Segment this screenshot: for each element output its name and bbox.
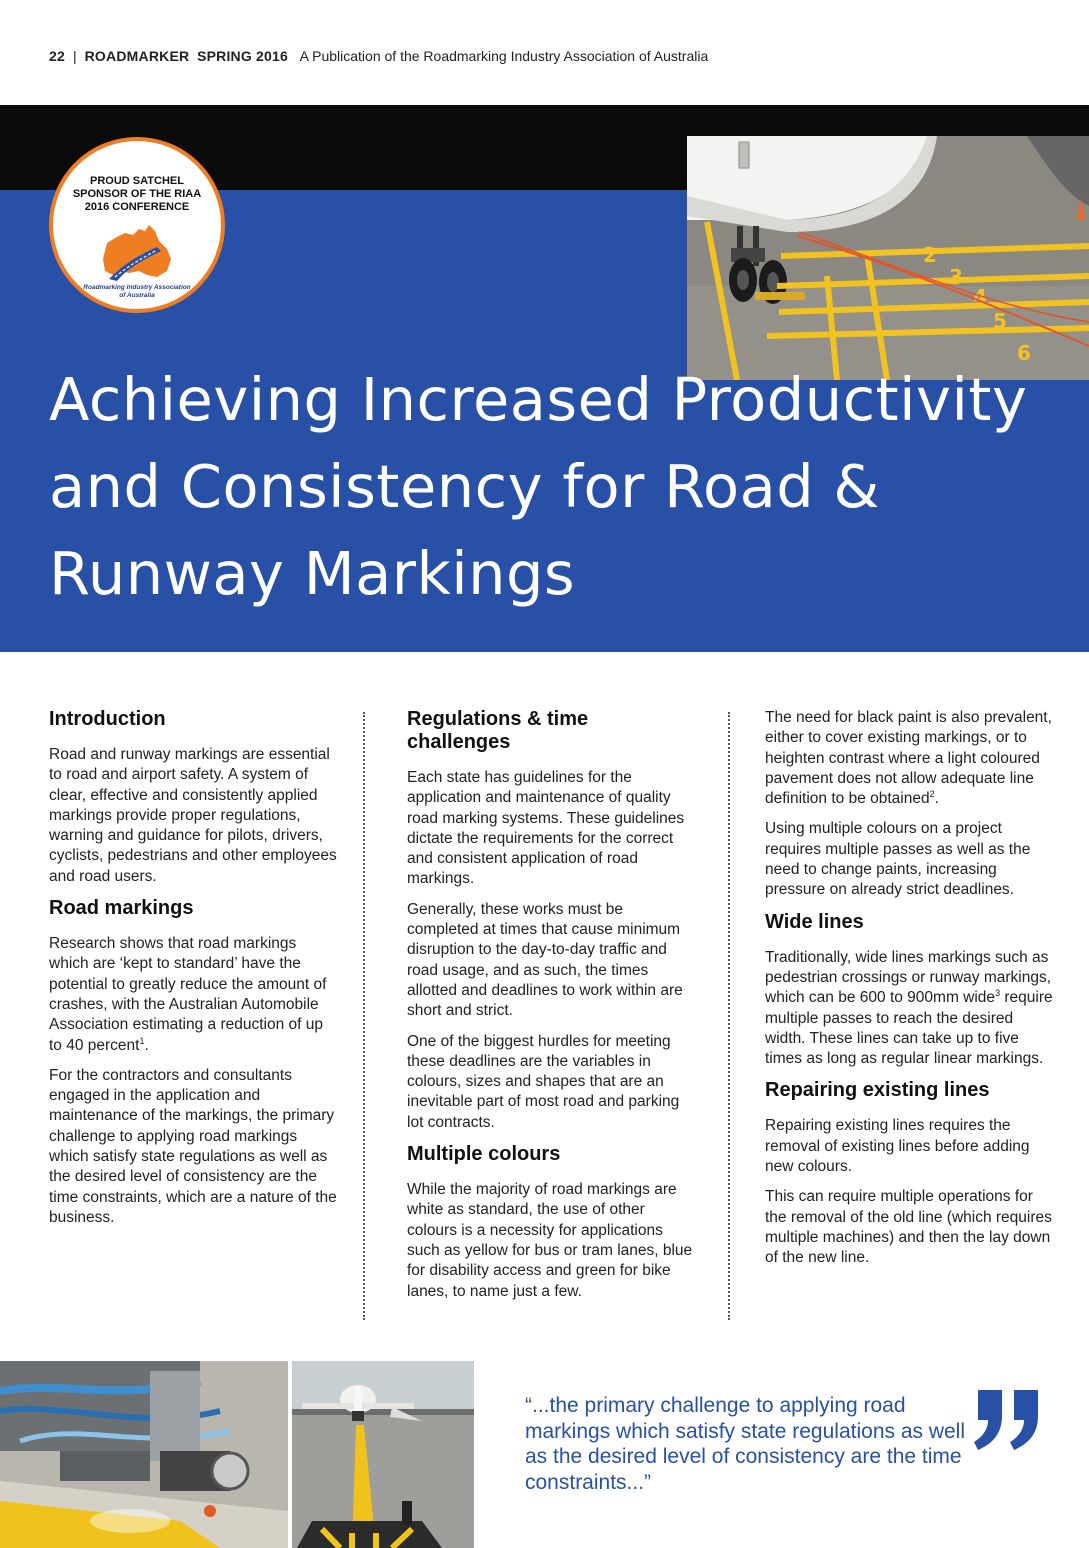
paragraph: One of the biggest hurdles for meeting these deadlines are the variables in colours, sizes and shapes that are an inevitable part of most road and parking lot contracts. <box>407 1032 680 1131</box>
aircraft-runway-photo-icon <box>292 1361 474 1548</box>
aircraft-runway-photo <box>292 1361 474 1548</box>
paragraph: Generally, these works must be completed at times that cause minimum disruption to the day-to-day traffic and road usage, and as such, the times allotted and deadlines to work within are short and strict. <box>407 900 683 1020</box>
paragraph <box>765 948 1055 1070</box>
heading-repairing-lines: Repairing existing lines <box>765 1079 990 1102</box>
marking-machine-photo <box>0 1361 288 1548</box>
paragraph-end: . <box>144 1036 149 1054</box>
paragraph-text: Research shows that road markings which are ‘kept to standard’ have the potential to greatly reduce the amount of crashes, with the Australian Automobile Association estimating a reduction of up to 40 percent <box>49 935 327 1054</box>
svg-text:3: 3 <box>949 265 963 289</box>
aircraft-gear-photo-icon <box>687 136 1089 380</box>
paragraph-text: Traditionally, wide lines markings such as pedestrian crossings or runway markings, which can be 600 to 900mm wide <box>765 948 1052 1007</box>
paragraph: For the contractors and consultants engaged in the application and maintenance of the markings, the primary challenge to applying road markings which satisfy state regulations as well as the desired level of consistency are the time constraints, which are a nature of the business. <box>49 1066 337 1226</box>
magazine-name: ROADMARKER <box>84 48 190 64</box>
running-header <box>49 48 708 64</box>
paragraph-text: require multiple passes to reach the desired width. These lines can take up to five times as long as regular linear markings. <box>765 989 1053 1068</box>
pull-quote: “...the primary challenge to applying road markings which satisfy state regulations as well as the desired level of consistency are the time constraints...” <box>525 1394 966 1494</box>
issue-label: SPRING 2016 <box>197 48 288 64</box>
svg-text:5: 5 <box>993 309 1007 333</box>
header-separator: | <box>72 48 77 64</box>
article-column-1 <box>49 708 339 1238</box>
heading-multiple-colours: Multiple colours <box>407 1143 561 1166</box>
australia-map-logo-icon <box>99 221 177 283</box>
paragraph <box>49 934 339 1056</box>
column-divider <box>728 712 730 1320</box>
svg-text:2: 2 <box>923 243 937 267</box>
paragraph <box>765 708 1055 809</box>
paragraph: This can require multiple operations for the removal of the old line (which requires multiple machines) and then the lay down of the new line. <box>765 1188 1052 1267</box>
hero-aircraft-photo <box>687 136 1089 380</box>
heading-regulations: Regulations & time challenges <box>407 708 589 753</box>
article-column-3 <box>765 708 1055 1279</box>
article-title: Achieving Increased Productivity and Consistency for Road & Runway Markings <box>49 365 1028 608</box>
sponsor-badge <box>49 137 225 313</box>
svg-text:6: 6 <box>1017 341 1031 365</box>
paragraph-end: . <box>934 790 939 808</box>
quote-mark-icon <box>972 1386 1044 1452</box>
marking-machine-photo-icon <box>0 1361 288 1548</box>
footnote-ref: 3 <box>995 988 1001 999</box>
page-number: 22 <box>49 48 65 64</box>
heading-wide-lines: Wide lines <box>765 910 864 933</box>
badge-org-name: Roadmarking Industry Association of Australia <box>83 284 191 299</box>
svg-text:4: 4 <box>973 285 987 309</box>
paragraph-text: The need for black paint is also prevalent, either to cover existing markings, or to heighten contrast where a light coloured pavement does not allow adequate line definition to be obtained <box>765 709 1052 808</box>
article-column-2 <box>407 708 697 1312</box>
publication-line: A Publication of the Roadmarking Industry Association of Australia <box>299 48 709 64</box>
paragraph: Using multiple colours on a project requires multiple passes as well as the need to change paints, increasing pressure on already strict deadlines. <box>765 820 1031 899</box>
footnote-ref: 2 <box>929 789 935 800</box>
column-divider <box>363 712 365 1320</box>
paragraph: While the majority of road markings are white as standard, the use of other colours is a necessity for applications such as yellow for bus or tram lanes, blue for disability access and green for bike lanes, to name just a few. <box>407 1181 693 1300</box>
paragraph: Each state has guidelines for the application and maintenance of quality road marking systems. These guidelines dictate the requirements for the correct and consistent application of road markings. <box>407 769 685 888</box>
heading-introduction: Introduction <box>49 708 166 730</box>
sponsor-badge-text: PROUD SATCHEL SPONSOR OF THE RIAA 2016 CONFERENCE <box>72 175 202 213</box>
paragraph: Repairing existing lines requires the removal of existing lines before adding new colours. <box>765 1117 1030 1176</box>
heading-road-markings: Road markings <box>49 897 194 920</box>
footnote-ref: 1 <box>139 1035 145 1046</box>
paragraph: Road and runway markings are essential to road and airport safety. A system of clear, effective and consistently applied markings provide proper regulations, warning and guidance for pilots, drivers, cyclists, pedestrians and other employees and road users. <box>49 746 337 885</box>
